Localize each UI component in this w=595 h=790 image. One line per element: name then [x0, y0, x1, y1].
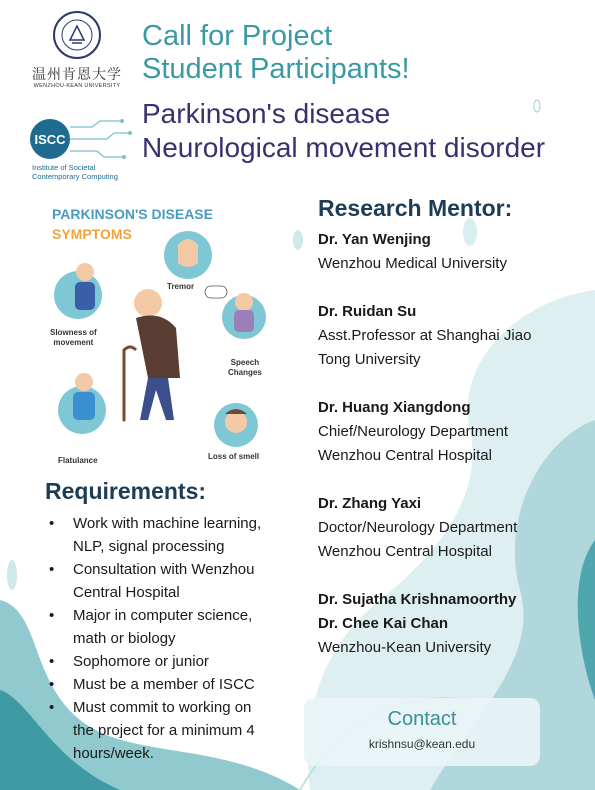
list-item: • Major in computer science, math or biology [49, 607, 253, 647]
requirements-list [45, 512, 300, 765]
symptom-tremor: Tremor [167, 282, 195, 291]
mentor-name: Dr. Zhang Yaxi [318, 495, 422, 512]
symptom-slowness: Slowness of movement [50, 328, 97, 347]
iscc-name [32, 163, 118, 181]
kean-name-chinese: 温州肯恩大学 [32, 67, 122, 83]
mentor-entry [318, 228, 578, 276]
list-item: • Work with machine learning, NLP, signal processing [49, 515, 262, 555]
contact-label: Contact [387, 708, 457, 730]
subtitle-line1: Parkinson's disease [142, 98, 391, 129]
mentor-name: Dr. Sujatha Krishnamoorthy [318, 591, 517, 608]
iscc-name-line1: Institute of Societal [32, 163, 96, 172]
subtitle-line2: Neurological movement disorder [142, 132, 546, 163]
contact-box [304, 698, 540, 766]
symptom-loss-of-smell: Loss of smell [208, 452, 260, 461]
mentor-affiliation: Tong University [318, 351, 421, 368]
list-item: • Consultation with Wenzhou Central Hospital [49, 561, 255, 601]
mentor-affiliation: Chief/Neurology Department [318, 423, 509, 440]
poster-subtitle [142, 97, 545, 165]
iscc-badge-text: ISCC [34, 132, 66, 147]
iscc-logo [12, 115, 137, 190]
mentor-affiliation: Wenzhou Central Hospital [318, 543, 492, 560]
mentor-entry [318, 492, 578, 564]
mentor-name: Dr. Huang Xiangdong [318, 399, 471, 416]
mentor-entry [318, 300, 578, 372]
list-item: • Must be a member of ISCC [49, 676, 255, 693]
list-item: • Must commit to working on the project for a minimum 4 hours/week. [49, 699, 255, 762]
infographic-title: PARKINSON'S DISEASE [52, 206, 213, 222]
contact-email-link[interactable]: krishnsu@kean.edu [368, 737, 476, 751]
mentor-entry [318, 396, 578, 468]
kean-name-english: WENZHOU-KEAN UNIVERSITY [33, 83, 121, 89]
mentor-name: Dr. Ruidan Su [318, 303, 417, 320]
mentors-heading: Research Mentor: [318, 195, 513, 221]
mentor-name: Dr. Yan Wenjing [318, 231, 431, 248]
mentor-name: Dr. Chee Kai Chan [318, 615, 449, 632]
mentor-affiliation: Doctor/Neurology Department [318, 519, 518, 536]
infographic-subtitle: SYMPTOMS [52, 226, 132, 242]
mentor-affiliation: Wenzhou Central Hospital [318, 447, 492, 464]
poster-title [142, 20, 410, 86]
mentor-affiliation: Wenzhou-Kean University [318, 639, 492, 656]
mentor-affiliation: Wenzhou Medical University [318, 255, 507, 272]
drop-small-4 [7, 560, 17, 590]
symptom-speech: Speech Changes [228, 358, 262, 377]
title-line2: Student Participants! [142, 53, 410, 85]
iscc-circuit-icon [12, 115, 137, 163]
iscc-name-line2: Contemporary Computing [32, 172, 118, 181]
drop-small-2 [293, 230, 303, 250]
mentor-entry-joint [318, 588, 578, 660]
symptoms-infographic [40, 200, 270, 470]
kean-seal-icon [52, 10, 102, 60]
requirements-heading: Requirements: [45, 478, 207, 504]
mentor-affiliation: Asst.Professor at Shanghai Jiao [318, 327, 532, 344]
list-item: • Sophomore or junior [49, 653, 209, 670]
kean-logo [22, 10, 132, 105]
title-line1: Call for Project [142, 20, 333, 52]
symptom-flatulance: Flatulance [58, 456, 98, 465]
